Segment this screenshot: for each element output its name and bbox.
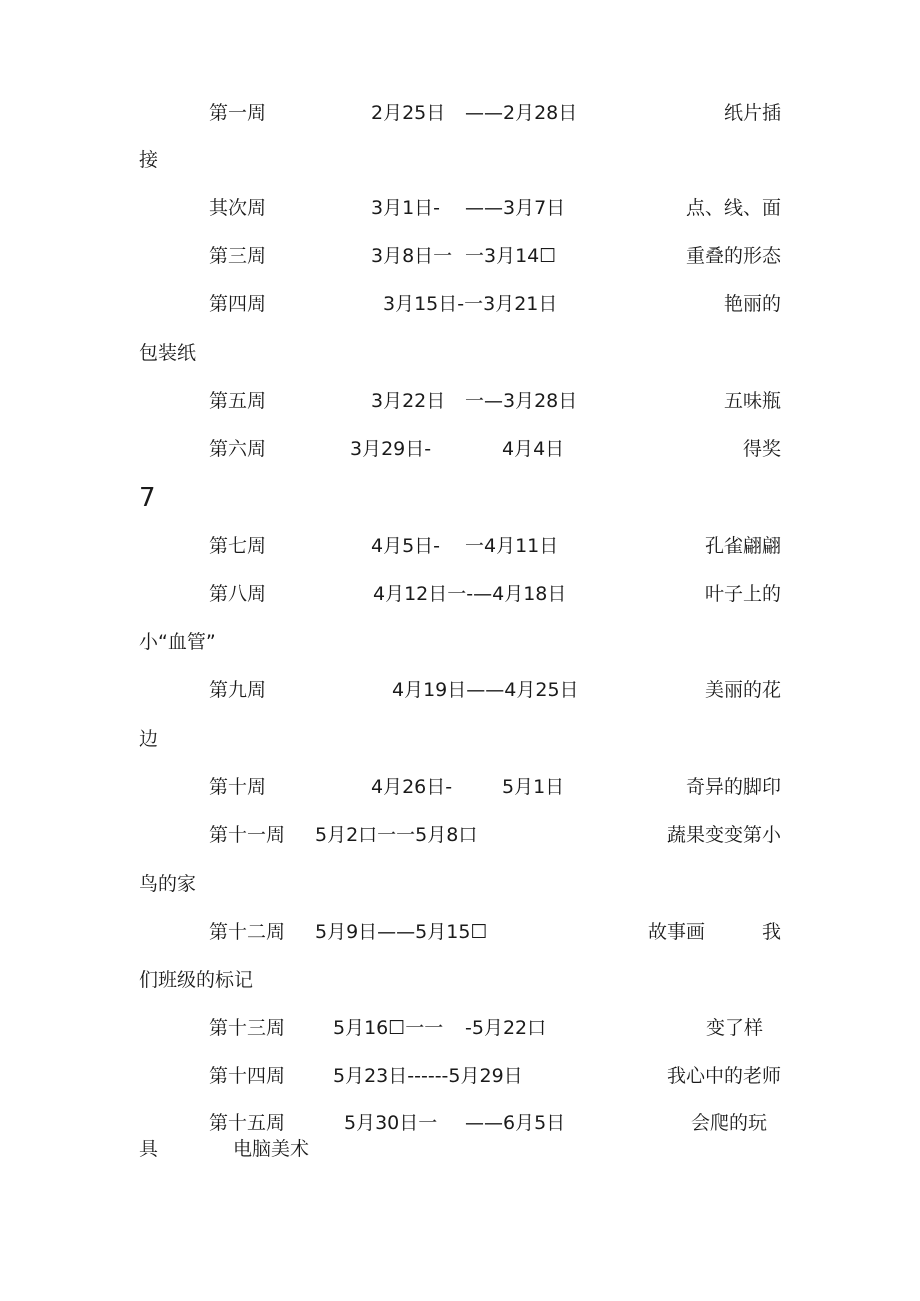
date-range: 4月12日一-—4月18日 [373, 583, 567, 605]
week-label: 第七周 [209, 535, 267, 557]
week-label: 其次周 [209, 197, 267, 219]
week-label: 第九周 [209, 679, 267, 701]
topic-continuation: 边 [139, 728, 159, 750]
date-range: 4月19日——4月25日 [392, 679, 579, 701]
topic-continuation: 鸟的家 [139, 873, 197, 895]
lesson-topic: 变了样 [706, 1017, 764, 1039]
week-label: 第八周 [209, 583, 267, 605]
week-label: 第十一周 [209, 824, 286, 846]
week-label: 第五周 [209, 390, 267, 412]
lesson-topic: 叶子上的 [704, 583, 781, 605]
week-label: 第十二周 [209, 921, 286, 943]
date-start: 3月1日- [371, 197, 441, 219]
lesson-topic: 五味瓶 [723, 390, 781, 412]
date-end: -5月22口 [465, 1017, 547, 1039]
lesson-topic: 故事画 [648, 921, 706, 943]
lesson-topic: 孔雀翩翩 [704, 535, 781, 557]
date-end: 一—3月28日 [465, 390, 578, 412]
topic-continuation: 接 [139, 149, 159, 171]
date-start: 2月25日 [371, 102, 446, 124]
date-range: 5月2口一一5月8口 [315, 824, 478, 846]
week-label: 第十四周 [209, 1065, 286, 1087]
lesson-topic: 奇异的脚印 [685, 776, 781, 798]
week-label: 第六周 [209, 438, 267, 460]
lesson-topic: 美丽的花 [704, 679, 781, 701]
date-start: 5月30日一 [344, 1112, 438, 1134]
date-start: 3月8日一 [371, 245, 453, 267]
date-range: 3月15日-一3月21日 [383, 293, 558, 315]
topic-continuation: 具 [139, 1138, 159, 1160]
topic-continuation: 包装纸 [139, 342, 197, 364]
week-label: 第十三周 [209, 1017, 286, 1039]
date-end: ——3月7日 [465, 197, 566, 219]
lesson-topic: 会爬的玩 [691, 1112, 768, 1134]
lesson-topic: 重叠的形态 [685, 245, 781, 267]
date-end: ——2月28日 [465, 102, 578, 124]
lesson-topic: 我心中的老师 [666, 1065, 781, 1087]
week-label: 第十五周 [209, 1112, 286, 1134]
week-label: 第十周 [209, 776, 267, 798]
week-label: 第一周 [209, 102, 267, 124]
lesson-topic: 蔬果变变第小 [666, 824, 781, 846]
date-start: 3月29日- [350, 438, 432, 460]
date-start: 5月16☐一一 [333, 1017, 444, 1039]
lesson-topic: 点、线、面 [685, 197, 781, 219]
week-label: 第三周 [209, 245, 267, 267]
topic-continuation: 7 [139, 483, 156, 513]
date-end: 一4月11日 [465, 535, 559, 557]
lesson-topic-extra: 我 [761, 921, 781, 943]
lesson-topic: 得奖 [742, 438, 781, 460]
date-end: 4月4日 [502, 438, 565, 460]
lesson-topic: 艳丽的 [723, 293, 781, 315]
date-end: 5月1日 [502, 776, 565, 798]
course-name: 电脑美术 [233, 1138, 310, 1160]
date-range: 5月23日------5月29日 [333, 1065, 523, 1087]
topic-continuation: 小“血管” [139, 631, 216, 653]
date-start: 4月26日- [371, 776, 453, 798]
date-end: 一3月14☐ [465, 245, 557, 267]
week-label: 第四周 [209, 293, 267, 315]
date-start: 3月22日 [371, 390, 446, 412]
date-start: 4月5日- [371, 535, 441, 557]
date-end: ——6月5日 [465, 1112, 566, 1134]
topic-continuation: 们班级的标记 [139, 969, 254, 991]
lesson-topic: 纸片插 [723, 102, 781, 124]
date-range: 5月9日——5月15☐ [315, 921, 488, 943]
